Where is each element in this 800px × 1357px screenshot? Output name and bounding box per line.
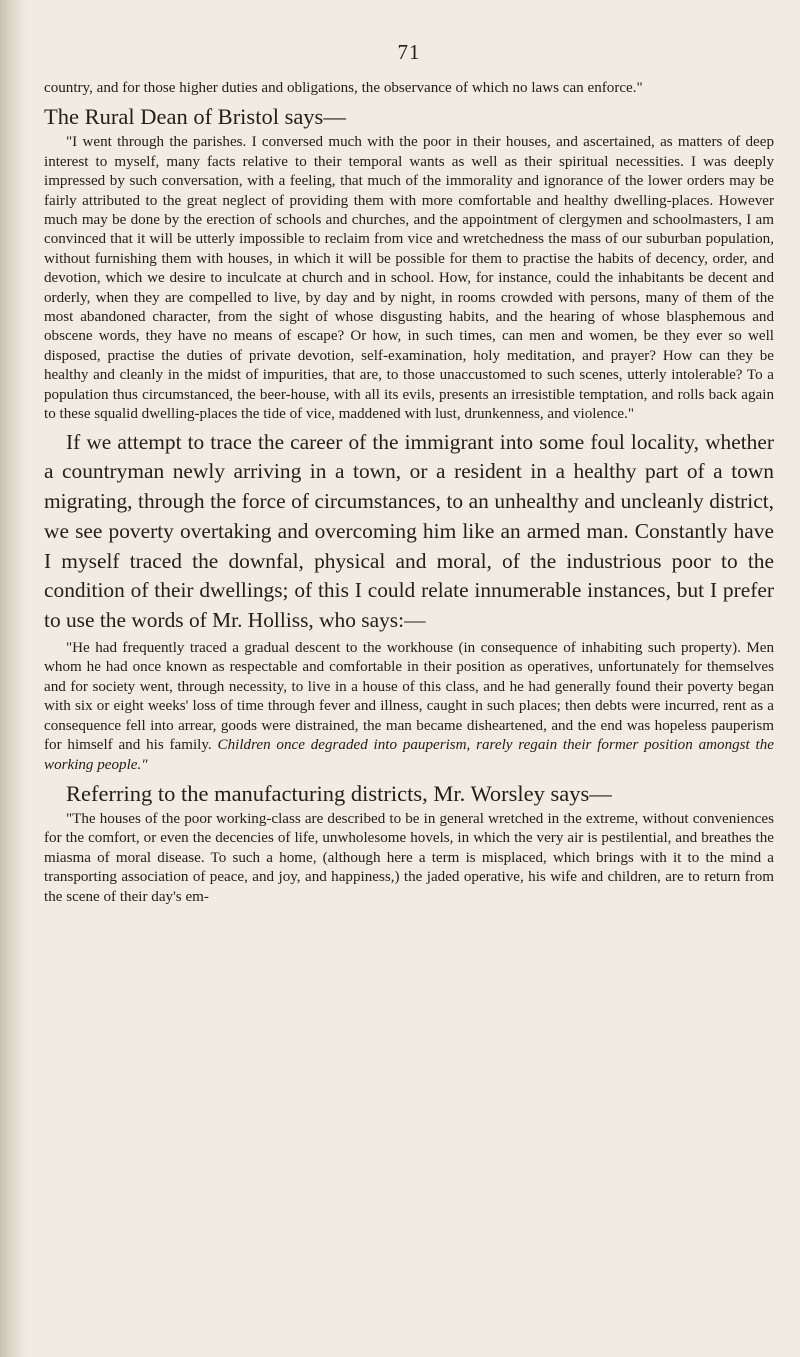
- worsley-quote: "The houses of the poor working-class are described to be in general wretched in the extreme, without conveniences for the comfort, or even the decencies of life, unwholesome hovels, in which the very air is pestilential, and breathes the miasma of moral disease. To such a home, (although here a term is misplaced, which brings with it to the mind a transporting association of peace, and joy, and happiness,) the jaded operative, his wife and children, are to return from the scene of their day's em-: [44, 810, 774, 905]
- rural-dean-intro: The Rural Dean of Bristol says—: [44, 104, 346, 130]
- book-spine-shadow: [0, 0, 26, 1357]
- continuation-text: country, and for those higher duties and obligations, the observance of which no laws can enforce.": [44, 80, 643, 96]
- page-number: 71: [397, 40, 421, 64]
- book-page: [44, 40, 774, 907]
- worsley-intro: Referring to the manufacturing districts, Mr. Worsley says—: [66, 780, 612, 806]
- holliss-quote: [44, 639, 774, 775]
- holliss-quote-text: "He had frequently traced a gradual descent to the workhouse (in consequence of inhabiting such property). Men whom he had once known as respectable and comfortable in their position as operatives, unfortunately for themselves and for society went, through necessity, to live in a house of this class, and he had generally found their poverty began with six or eight weeks' loss of time through fever and illness, caught in such places; then debts were incurred, rent as a consequence fell into arrear, goods were distrained, the man became disheartened, and the end was hopeless pauperism for himself and his family.: [44, 640, 774, 754]
- holliss-quote-italic: Children once degraded into pauperism, rarely regain their former position amongst the working people.": [44, 737, 774, 773]
- immigrant-paragraph: If we attempt to trace the career of the immigrant into some foul locality, whether a countryman newly arriving in a town, or a resident in a healthy part of a town migrating, through the force of circumstances, to an unhealthy and uncleanly district, we see poverty overtaking and overcoming him like an armed man. Constantly have I myself traced the downfal, physical and moral, of the industrious poor to the condition of their dwellings; of this I could relate innumerable instances, but I prefer to use the words of Mr. Holliss, who says:—: [44, 429, 774, 633]
- rural-dean-quote: "I went through the parishes. I conversed much with the poor in their houses, and ascertained, as matters of deep interest to myself, many facts relative to their temporal wants as well as their spiritual necessities. I was deeply impressed by such conversation, with a feeling, that much of the immorality and ignorance of the lower orders may be fairly attributed to the great neglect of providing them with more comfortable and healthy dwelling-places. However much may be done by the erection of schools and churches, and the appointment of clergymen and schoolmasters, I am convinced that it will be utterly impossible to reclaim from vice and wretchedness the mass of our suburban population, without furnishing them with houses, in which it will be possible for them to practise the habits of decency, order, and devotion, which we desire to inculcate at church and in school. How, for instance, could the inhabitants be decent and orderly, when they are compelled to live, by day and by night, in rooms crowded with persons, many of them of the most abandoned character, from the sight of whose disgusting habits, and the hearing of whose blasphemous and obscene words, they have no means of escape? Or how, in such times, can men and women, be they ever so well disposed, practise the duties of private devotion, self-examination, holy meditation, and prayer? How can they be healthy and cleanly in the midst of impurities, that are, to those unaccustomed to such scenes, utterly intolerable? To a population thus circumstanced, the beer-house, with all its evils, presents an irresistible temptation, and rolls back again to these squalid dwelling-places the tide of vice, maddened with lust, drunkenness, and violence.": [44, 134, 774, 423]
